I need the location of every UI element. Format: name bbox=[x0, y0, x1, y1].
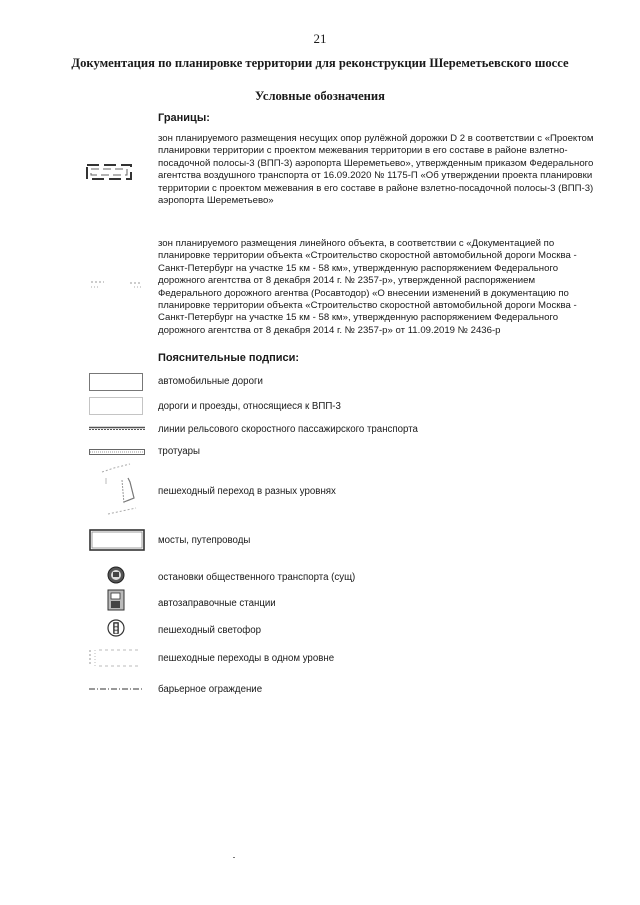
legend-item-label: линии рельсового скоростного пассажирского транспорта bbox=[158, 424, 418, 435]
boundary-description: зон планируемого размещения несущих опор рулёжной дорожки D 2 в соответствии с «Проектом планировки территории с проектом межевания территории в его составе в районе взлетно-посадочной полосы-3 (ВПП-3) аэропорта Шереметьево», утвержденным приказом Федерального агентства воздушного транспорта от 16.09.2020 № 1175-П «Об утверждении проекта планировки территории с проектом межевания в его составе в районе взлетно-посадочной полосы-3 (ВПП-3) аэропорта Шереметьево» bbox=[158, 133, 594, 207]
traffic-light-icon bbox=[107, 619, 125, 637]
captions-heading: Пояснительные подписи: bbox=[158, 352, 300, 364]
vpp-road-icon bbox=[89, 397, 143, 415]
legend-item-label: пешеходный переход в разных уровнях bbox=[158, 486, 336, 497]
scan-speck bbox=[233, 857, 235, 858]
legend-item-label: пешеходный светофор bbox=[158, 625, 261, 636]
legend-item-label: пешеходные переходы в одном уровне bbox=[158, 653, 335, 664]
legend-item-label: остановки общественного транспорта (сущ) bbox=[158, 572, 356, 583]
sidewalk-icon bbox=[89, 449, 145, 455]
bus-stop-icon bbox=[107, 566, 125, 584]
legend-item-label: автозаправочные станции bbox=[158, 598, 276, 609]
linear-object-boundary-icon bbox=[90, 279, 142, 291]
barrier-icon bbox=[89, 687, 143, 691]
bridge-icon bbox=[89, 529, 145, 551]
legend-item-label: автомобильные дороги bbox=[158, 376, 263, 387]
grade-separated-crossing-icon bbox=[100, 462, 140, 518]
document-title: Документация по планировке территории для реконструкции Шереметьевского шоссе bbox=[71, 56, 569, 70]
page-number: 21 bbox=[313, 31, 327, 46]
legend-item-label: барьерное ограждение bbox=[158, 684, 263, 695]
boundary-description: зон планируемого размещения линейного объекта, в соответствии с «Документацией по планировке территории объекта «Строительство скоростной автомобильной дороги Москва - Санкт-Петербург на участке 15 км - 58 км», утвержденную распоряжением Федерального дорожного агентства от 8 декабря 2014 г. № 2357-р», утвержденной распоряжением Федерального дорожного агентва (Росавтодор) «О внесении изменений в документацию по планировке территории объекта «Строительство скоростной автомобильной дороги Москва - Санкт-Петербург на участке 15 км - 58 км», утвержденную распоряжением Федерального дорожного агентства от 8 декабря 2014 г. № 2357-р» от 11.09.2019 № 2436-р bbox=[158, 238, 577, 336]
boundaries-heading: Границы: bbox=[158, 112, 210, 124]
rail-line-icon bbox=[89, 426, 145, 432]
fuel-station-icon bbox=[107, 589, 125, 611]
legend-item-label: дороги и проезды, относящиеся к ВПП-3 bbox=[158, 401, 341, 412]
road-icon bbox=[89, 373, 143, 391]
taxiway-support-boundary-icon bbox=[86, 161, 132, 183]
at-grade-crossing-icon bbox=[89, 648, 143, 668]
legend-item-label: мосты, путепроводы bbox=[158, 535, 251, 546]
legend-title: Условные обозначения bbox=[254, 89, 385, 103]
legend-item-label: тротуары bbox=[158, 446, 201, 457]
